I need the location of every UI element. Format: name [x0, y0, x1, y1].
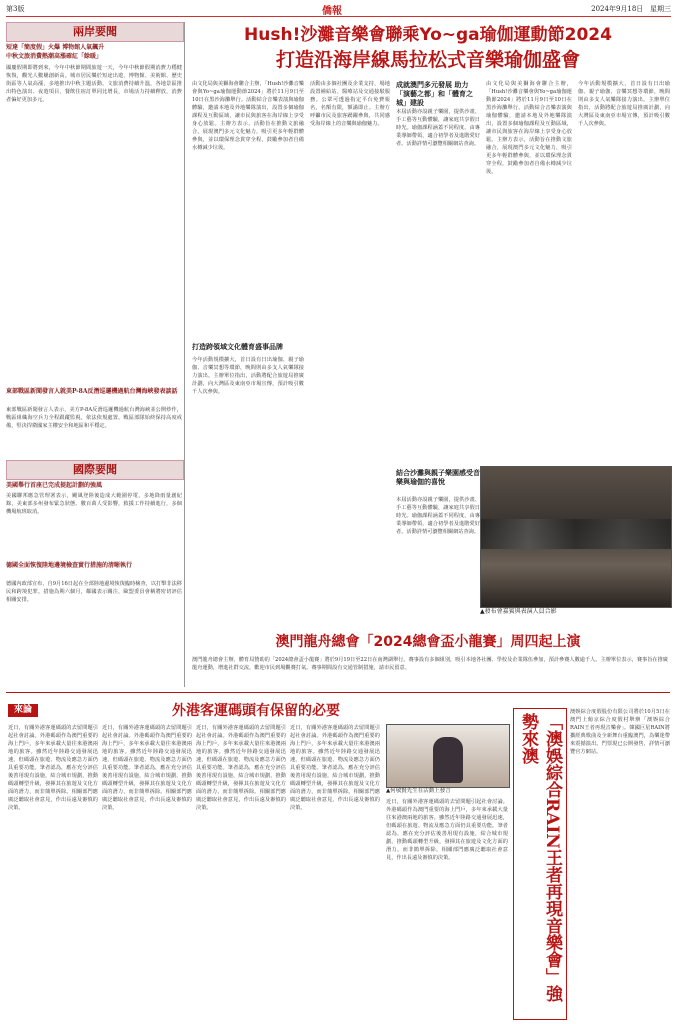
opinion-tag: 來論: [8, 704, 38, 717]
main-col7-body: 今年活動規模擴大，首日設有日出瑜伽、親子瑜伽、音樂冥想等環節，晚間則由多支人氣樂隊接力演出。主辦單位指出，活動將配合旅遊局推廣計劃，向大灣區及東南亞市場宣傳，預計吸引數千人次參與。: [578, 81, 670, 127]
main-col3-subhead: 結合沙灘與親子樂園感受音樂與瑜伽的喜悅: [396, 468, 480, 486]
photo-caption: ▲發布會嘉賓與表演人員合影: [480, 608, 557, 615]
event-group-photo: [480, 466, 672, 608]
main-col1-body: 由文化局與美獅海會聯合主辦，「Hush!沙灘音樂會與Yo~ga瑜伽運動節2024」將於11月9日至10日在黑沙海灘舉行。活動結合音樂表演與瑜伽體驗，邀請本地及外地樂隊演出，設置多個瑜伽課程及互動區域，讓市民與旅客在海岸線上享受身心放鬆。主辦方表示，活動旨在推動文旅融合，展現澳門多元文化魅力，吸引更多年輕群體參與，並以環保理念貫穿全程，鼓勵參加者自備水樽減少垃圾。: [192, 81, 304, 151]
speaker-caption: ▲何敬賢先生在活動上發言: [386, 788, 451, 794]
main-col5-body: 本屆活動亦設親子樂園，提供沙畫、手工藝等互動體驗，讓家庭共享假日時光。瑜伽課程涵蓋不同程度，由專業導師帶領，適合初學者及進階愛好者。活動詳情可瀏覽相關網站查詢。: [396, 497, 480, 535]
main-col6-body: 由文化局與美獅海會聯合主辦，「Hush!沙灘音樂會與Yo~ga瑜伽運動節2024」將於11月9日至10日在黑沙海灘舉行。活動結合音樂表演與瑜伽體驗，邀請本地及外地樂隊演出，設置多個瑜伽課程及互動區域，讓市民與旅客在海岸線上享受身心放鬆。主辦方表示，活動旨在推動文旅融合，展現澳門多元文化魅力，吸引更多年輕群體參與，並以環保理念貫穿全程，鼓勵參加者自備水樽減少垃圾。: [486, 81, 572, 175]
main-col2-body: 今年活動規模擴大，首日設有日出瑜伽、親子瑜伽、音樂冥想等環節，晚間則由多支人氣樂隊接力演出。主辦單位指出，活動將配合旅遊局推廣計劃，向大灣區及東南亞市場宣傳，預計吸引數千人次參與。: [192, 357, 304, 395]
concert-vertical-headline: [513, 708, 567, 1020]
opinion-col5: 近日，有關外港客運碼頭的去留問題引起社會討論。外港碼頭作為澳門重要的海上門戶，多年來承載大量往來港澳兩地的旅客。雖然近年陸路交通發展迅速，但碼頭在旅遊、物流及應急方面仍具重要功能。筆者認為，應在充分評估後善用現有設施，結合城市規劃，推動碼頭轉型升級，發揮其在旅遊及文化方面的潛力，而非簡單拆除。相關部門應廣泛聽取社會意見，作出長遠及審慎的決策。: [386, 799, 508, 861]
main-col1-subhead: 打造跨領域文化體育盛事品牌: [192, 342, 283, 351]
article-subhead-4: 美國舉行首座已完成提起計劃的強風: [6, 482, 103, 489]
article-subhead-5: 德國全面恢復陸地邊境檢查實行措施的清晰執行: [6, 562, 133, 569]
article-body-3: 美國聯邦應急管理署表示，颶風登陸後造成大範圍停電，多地降雨量創紀錄，美東部多州發布緊急狀態。數百萬人受影響，救援工作持續進行，多個機場航班取消。: [6, 493, 182, 515]
section-title-international: 國際要聞: [6, 460, 184, 480]
weekday-text: 星期三: [650, 5, 671, 13]
main-col3-body: 活動由多個社團及企業支持，場地設置補給站、醫療站及交通接駁服務。公眾可透過指定平台免費報名，名額有限，額滿即止。主辦方呼籲市民及旅客踴躍參與，共同感受海岸線上的音樂與瑜伽魅力。: [310, 81, 390, 127]
section-title-cross-strait: 兩岸要聞: [6, 22, 184, 42]
dragon-boat-body: 澳門龍舟總會主辦、體育局贊助的「2024總會盃小龍賽」將於9月19日至22日在南灣湖舉行。賽事設有多個組別，吸引本地各社團、學校及企業隊伍參加，預計參賽人數逾千人。主辦單位表示，賽事旨在推廣龍舟運動，增進社群交流，歡迎市民到場觀賽打氣。賽事期間設有交通管制措施，請市民留意。: [192, 657, 668, 671]
article-body-2: 東部戰區新聞發言人表示，美方P-8A反潛巡邏機過航台灣海峽並公開炒作，戰區組織海空兵力全程跟蹤監視，依法依規處置。戰區部隊始終保持高度戒備，堅決捍衛國家主權安全和地區和平穩定。: [6, 407, 182, 429]
main-col4-body: 本屆活動亦設親子樂園，提供沙畫、手工藝等互動體驗，讓家庭共享假日時光。瑜伽課程涵蓋不同程度，由專業導師帶領，適合初學者及進階愛好者。活動詳情可瀏覽相關網站查詢。: [396, 109, 480, 147]
opinion-col3: 近日，有關外港客運碼頭的去留問題引起社會討論。外港碼頭作為澳門重要的海上門戶，多年來承載大量往來港澳兩地的旅客。雖然近年陸路交通發展迅速，但碼頭在旅遊、物流及應急方面仍具重要功能。筆者認為，應在充分評估後善用現有設施，結合城市規劃，推動碼頭轉型升級，發揮其在旅遊及文化方面的潛力，而非簡單拆除。相關部門應廣泛聽取社會意見，作出長遠及審慎的決策。: [196, 725, 286, 811]
masthead: 僑報: [322, 6, 342, 17]
dragon-boat-headline: 澳門龍舟總會「2024總會盃小龍賽」周四起上演: [275, 634, 581, 650]
date-text: 2024年9月18日: [591, 5, 644, 13]
concert-headline-text: 「澳娛綜合RAIN王者再現音樂會」強勢來澳: [518, 713, 562, 1002]
section-divider: [6, 692, 670, 693]
concert-body: 澳娛綜合度假股份有限公司將於10月5日在澳門上葡京綜合度假村舉辦「澳娛綜合RAIN王者再現音樂會」。韓國巨星RAIN將攜經典歌曲及全新舞台重臨澳門，為樂迷帶來震撼演出。門票現已公開發售，詳情可瀏覽官方網站。: [570, 709, 670, 755]
page-header: [6, 2, 671, 17]
speaker-figure: [433, 737, 463, 783]
issue-date: [591, 4, 671, 14]
main-headline-1: Hush!沙灘音樂會聯乘Yo~ga瑜伽運動節2024: [244, 25, 612, 45]
article-subhead: 短達「簡度假」火爆 博物館人氣飆升: [6, 44, 105, 51]
column-rule: [184, 22, 185, 687]
main-col2-subhead: 成就澳門多元發展 助力「演藝之都」和「體育之城」建設: [396, 80, 473, 107]
opinion-headline: 外港客運碼頭有保留的必要: [172, 703, 340, 719]
article-body-4: 德國內政部宣布，自9月16日起在全部陸地邊境恢復臨時檢查，以打擊非法移民和跨境犯罪。措施為期六個月，鄰國表示關注，歐盟委員會稱將密切評估相關安排。: [6, 581, 182, 603]
opinion-col4: 近日，有關外港客運碼頭的去留問題引起社會討論。外港碼頭作為澳門重要的海上門戶，多年來承載大量往來港澳兩地的旅客。雖然近年陸路交通發展迅速，但碼頭在旅遊、物流及應急方面仍具重要功能。筆者認為，應在充分評估後善用現有設施，結合城市規劃，推動碼頭轉型升級，發揮其在旅遊及文化方面的潛力，而非簡單拆除。相關部門應廣泛聽取社會意見，作出長遠及審慎的決策。: [290, 725, 380, 811]
page-number: 第3版: [6, 5, 25, 13]
speaker-photo: [386, 724, 510, 788]
opinion-col2: 近日，有關外港客運碼頭的去留問題引起社會討論。外港碼頭作為澳門重要的海上門戶，多年來承載大量往來港澳兩地的旅客。雖然近年陸路交通發展迅速，但碼頭在旅遊、物流及應急方面仍具重要功能。筆者認為，應在充分評估後善用現有設施，結合城市規劃，推動碼頭轉型升級，發揮其在旅遊及文化方面的潛力，而非簡單拆除。相關部門應廣泛聽取社會意見，作出長遠及審慎的決策。: [102, 725, 192, 811]
article-subhead-2: 中秋文旅消費熱潮高漲確紅「餘暖」: [6, 53, 103, 60]
photo-crowd: [481, 519, 671, 549]
main-headline-2: 打造沿海岸線馬拉松式音樂瑜伽盛會: [275, 49, 580, 71]
opinion-col1: 近日，有關外港客運碼頭的去留問題引起社會討論。外港碼頭作為澳門重要的海上門戶，多年來承載大量往來港澳兩地的旅客。雖然近年陸路交通發展迅速，但碼頭在旅遊、物流及應急方面仍具重要功能。筆者認為，應在充分評估後善用現有設施，結合城市規劃，推動碼頭轉型升級，發揮其在旅遊及文化方面的潛力，而非簡單拆除。相關部門應廣泛聽取社會意見，作出長遠及審慎的決策。: [8, 725, 98, 811]
article-body: 國慶假期即將到來，今年中秋節期間旅遊一天，今年中秋節假期消費力穩健恢復，觀光人數屢創新高。城市居民樂於短途出遊，博物館、美術館、歷史街區等人氣高漲，多地推出中秋主題活動。文旅消費持續升溫，各地景區推出特色演出、夜遊項目，餐飲住宿訂單同比增長，市場活力持續釋放，消費者偏好更加多元。: [6, 65, 182, 103]
article-subhead-3: 東部戰區新聞發言人就美P-8A反潛巡邏機過航台灣海峽發表談話: [6, 388, 178, 395]
sidebar-news: [6, 22, 182, 632]
